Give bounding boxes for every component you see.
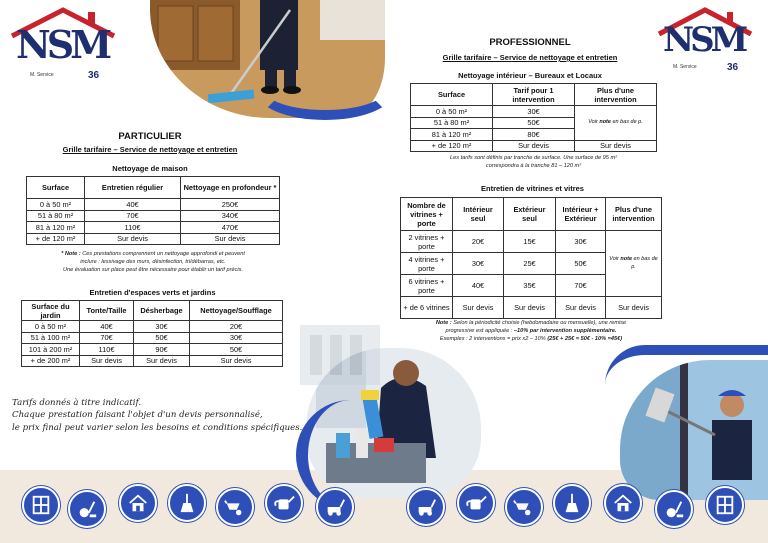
office-illustration [300, 325, 380, 385]
interieur-table [410, 83, 657, 152]
table-row [401, 231, 662, 253]
see-note-cell [575, 106, 657, 141]
see-note-text: en bas de p. [610, 119, 643, 126]
lawnmower-icon [316, 488, 354, 526]
top-swoosh [255, 60, 395, 120]
table-cell: 50€ [190, 344, 283, 356]
table-cell: 0 à 50 m² [27, 199, 85, 211]
professionnel-heading: PROFESSIONNEL [489, 37, 571, 48]
interieur-note [410, 154, 657, 170]
office-photo [300, 325, 380, 385]
particulier-subtitle: Grille tarifaire – Service de nettoyage et entretien [62, 145, 238, 154]
interieur-title: Nettoyage intérieur – Bureaux et Locaux [458, 71, 602, 80]
table-cell: + de 6 vitrines [401, 297, 453, 319]
interieur-header: Surface [411, 84, 493, 106]
logo-tag: M. Service [30, 72, 54, 78]
see-note-text: Voir [609, 256, 621, 263]
vitres-title: Entretien de vitrines et vitres [481, 184, 584, 193]
table-cell: Sur devis [575, 140, 657, 152]
table-cell: 101 à 200 m² [22, 344, 80, 356]
vitres-table [400, 197, 662, 319]
table-cell: 30€ [493, 106, 575, 118]
table-cell: Sur devis [606, 297, 662, 319]
see-note-cell [606, 231, 662, 297]
note-emphasis: (25€ + 25€ = 50€ - 10% =45€) [547, 336, 623, 343]
table-cell: 90€ [134, 344, 190, 356]
table-cell: + de 120 m² [411, 140, 493, 152]
table-cell: + de 120 m² [27, 233, 85, 245]
see-note-bold: note [599, 119, 611, 126]
table-cell: 250€ [181, 199, 280, 211]
table-cell: Sur devis [556, 297, 606, 319]
table-cell: 80€ [493, 129, 575, 141]
table-cell: 6 vitrines + porte [401, 275, 453, 297]
table-cell: 50€ [556, 253, 606, 275]
table-cell: 4 vitrines + porte [401, 253, 453, 275]
table-row [411, 140, 657, 152]
table-cell: 0 à 50 m² [411, 106, 493, 118]
interieur-header: Plus d'une intervention [575, 84, 657, 106]
table-cell: Sur devis [504, 297, 556, 319]
table-cell: Sur devis [85, 233, 181, 245]
table-cell: 470€ [181, 222, 280, 234]
logo-tag: M. Service [673, 64, 697, 70]
jardin-table [21, 300, 283, 367]
note-emphasis: –10% par intervention supplémentaire. [513, 328, 617, 335]
table-cell: 50€ [493, 117, 575, 129]
table-cell: 51 à 100 m² [22, 332, 80, 344]
table-cell: Sur devis [181, 233, 280, 245]
note-text: inclure : lessivage des murs, désinfection, tri/débarras, etc. [80, 259, 226, 266]
window-icon [22, 486, 60, 524]
maison-header: Surface [27, 177, 85, 199]
see-note-text: Voir [588, 119, 600, 126]
table-cell: + de 200 m² [22, 355, 80, 367]
window-swoosh [605, 345, 768, 385]
note-text: Une évaluation sur place peut être nécessaire pour établir un tarif précis. [62, 267, 244, 274]
wheelbarrow-icon [505, 488, 543, 526]
table-cell: 20€ [190, 321, 283, 333]
table-cell: 51 à 80 m² [27, 210, 85, 222]
note-text: Exemples : 2 interventions = prix x2 – 10% [439, 336, 548, 343]
vitres-header: Nombre de vitrines + porte [401, 198, 453, 231]
table-cell: Sur devis [190, 355, 283, 367]
jardin-header: Nettoyage/Soufflage [190, 301, 283, 321]
table-cell: 30€ [556, 231, 606, 253]
table-cell: 81 à 120 m² [27, 222, 85, 234]
table-cell: Sur devis [134, 355, 190, 367]
table-row [27, 233, 280, 245]
vacuum-icon [655, 490, 693, 528]
table-cell: 51 à 80 m² [411, 117, 493, 129]
house-icon [119, 484, 157, 522]
table-cell: 50€ [134, 332, 190, 344]
maison-header: Nettoyage en profondeur * [181, 177, 280, 199]
broom-icon [553, 484, 591, 522]
disclaimer-line: Chaque prestation faisant l'objet d'un devis personnalisé, [12, 410, 263, 421]
table-cell: 70€ [556, 275, 606, 297]
table-cell: 340€ [181, 210, 280, 222]
watering-can-icon [457, 484, 495, 522]
note-text: progressive est appliquée : [445, 328, 514, 335]
maison-note [20, 250, 286, 274]
vitres-header: Plus d'une intervention [606, 198, 662, 231]
see-note-text: en bas de p. [631, 256, 658, 270]
table-row [22, 344, 283, 356]
particulier-heading: PARTICULIER [118, 131, 182, 142]
table-row [22, 355, 283, 367]
window-icon [706, 486, 744, 524]
logo-right [655, 6, 765, 86]
table-cell: 110€ [85, 222, 181, 234]
vitres-header: Intérieur + Extérieur [556, 198, 606, 231]
table-row [22, 321, 283, 333]
watering-can-icon [265, 484, 303, 522]
table-row [27, 199, 280, 211]
table-row [401, 297, 662, 319]
table-cell: 35€ [504, 275, 556, 297]
note-label: Note : [435, 320, 452, 326]
maison-header: Entretien régulier [85, 177, 181, 199]
table-cell: 30€ [453, 253, 504, 275]
maison-table [26, 176, 280, 245]
table-cell: 15€ [504, 231, 556, 253]
table-cell: 2 vitrines + porte [401, 231, 453, 253]
jardin-header: Désherbage [134, 301, 190, 321]
jardin-title: Entretien d'espaces verts et jardins [89, 288, 216, 297]
note-text: Ces prestations comprennent un nettoyage approfondi et peuvent [80, 251, 245, 257]
table-row [27, 210, 280, 222]
vacuum-icon [68, 490, 106, 528]
wheelbarrow-icon [216, 488, 254, 526]
logo-letters: NSM [663, 20, 745, 60]
table-cell: 40€ [80, 321, 134, 333]
vitres-note [398, 319, 664, 343]
table-row [27, 222, 280, 234]
broom-icon [168, 484, 206, 522]
table-cell: 0 à 50 m² [22, 321, 80, 333]
price-disclaimer [12, 397, 312, 434]
logo-letters: NSM [16, 22, 109, 67]
table-cell: 25€ [504, 253, 556, 275]
maison-title: Nettoyage de maison [112, 164, 188, 173]
disclaimer-line: Tarifs donnés à titre indicatif. [12, 398, 142, 408]
table-cell: 70€ [80, 332, 134, 344]
note-text: Les tarifs sont définis par tranche de surface. Une surface de 95 m² [450, 155, 617, 161]
logo-left [8, 6, 118, 86]
jardin-header: Surface du jardin [22, 301, 80, 321]
table-cell: 30€ [190, 332, 283, 344]
house-icon [604, 484, 642, 522]
logo-number: 36 [88, 70, 100, 81]
table-row [22, 332, 283, 344]
professionnel-subtitle: Grille tarifaire – Service de nettoyage et entretien [442, 53, 618, 62]
vitres-header: Extérieur seul [504, 198, 556, 231]
lawnmower-icon [407, 488, 445, 526]
note-text: Selon la périodicité choisie (hebdomadaire ou mensuelle), une remise [451, 320, 627, 326]
see-note-bold: note [620, 256, 633, 263]
table-cell: Sur devis [453, 297, 504, 319]
table-cell: Sur devis [493, 140, 575, 152]
note-text: correspondra à la tranche 81 – 120 m² [485, 163, 582, 170]
table-cell: Sur devis [80, 355, 134, 367]
table-cell: 20€ [453, 231, 504, 253]
disclaimer-line: le prix final peut varier selon les besoins et conditions spécifiques. [12, 422, 303, 433]
vitres-header: Intérieur seul [453, 198, 504, 231]
table-cell: 40€ [85, 199, 181, 211]
table-cell: 81 à 120 m² [411, 129, 493, 141]
table-cell: 40€ [453, 275, 504, 297]
table-row [411, 106, 657, 118]
table-cell: 110€ [80, 344, 134, 356]
interieur-header: Tarif pour 1 intervention [493, 84, 575, 106]
table-cell: 30€ [134, 321, 190, 333]
table-cell: 70€ [85, 210, 181, 222]
note-label: * Note : [61, 251, 81, 257]
logo-number: 36 [727, 62, 739, 73]
jardin-header: Tonte/Taille [80, 301, 134, 321]
